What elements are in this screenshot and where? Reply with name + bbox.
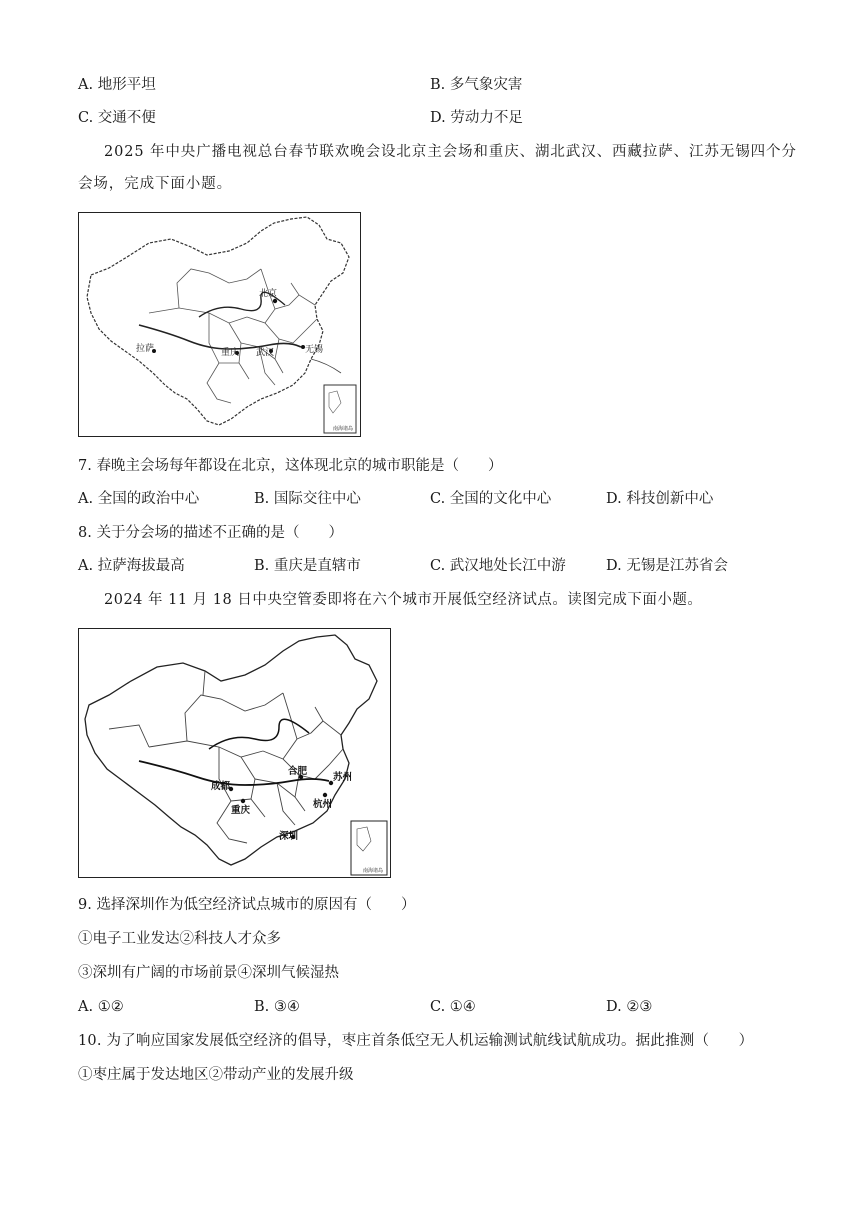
city-dot-beijing xyxy=(273,299,277,303)
map2-inset-label: 南海诸岛 xyxy=(363,868,384,874)
china-outline-2 xyxy=(85,635,377,865)
map2-south-sea-inset xyxy=(351,821,387,875)
q8-option-c: C. 武汉地处长江中游 xyxy=(430,558,566,574)
q10-item-line-1: ①枣庄属于发达地区②带动产业的发展升级 xyxy=(78,1067,354,1083)
q6-option-c: C. 交通不便 xyxy=(78,110,156,126)
q6-option-b: B. 多气象灾害 xyxy=(430,77,523,93)
map2-label-hangzhou: 杭州 xyxy=(313,799,333,810)
map1-inset-label: 南海诸岛 xyxy=(333,426,354,432)
q8-stem: 8. 关于分会场的描述不正确的是（ ） xyxy=(78,525,343,541)
q9-item-line-2: ③深圳有广阔的市场前景④深圳气候湿热 xyxy=(78,965,339,981)
map2-label-hefei: 合肥 xyxy=(288,766,308,777)
china-map-low-altitude-pilot-cities xyxy=(78,628,391,878)
map2-label-chengdu: 成都 xyxy=(211,781,231,792)
q7-stem: 7. 春晚主会场每年都设在北京，这体现北京的城市职能是（ ） xyxy=(78,458,503,474)
intro-paragraph-1-line-2: 会场，完成下面小题。 xyxy=(78,176,232,192)
q9-option-c: C. ①④ xyxy=(430,999,476,1015)
city-dot-chongqing-2 xyxy=(241,799,245,803)
q10-stem: 10. 为了响应国家发展低空经济的倡导，枣庄首条低空无人机运输测试航线试航成功。据此推测（ ） xyxy=(78,1033,754,1049)
q9-stem: 9. 选择深圳作为低空经济试点城市的原因有（ ） xyxy=(78,897,416,913)
china-map-2-figure xyxy=(79,629,389,876)
q7-option-d: D. 科技创新中心 xyxy=(606,491,714,507)
coastline-hint xyxy=(311,359,341,373)
q9-option-b: B. ③④ xyxy=(254,999,300,1015)
province-boundaries-2 xyxy=(109,671,343,843)
china-outline xyxy=(87,217,349,425)
map2-label-suzhou: 苏州 xyxy=(333,772,353,783)
map2-label-shenzhen: 深圳 xyxy=(279,831,299,842)
map1-label-lhasa: 拉萨 xyxy=(136,344,155,354)
china-map-1-figure xyxy=(79,213,359,435)
map1-label-beijing: 北京 xyxy=(259,289,278,299)
q6-option-d: D. 劳动力不足 xyxy=(430,110,523,126)
q9-option-d: D. ②③ xyxy=(606,999,653,1015)
q9-item-line-1: ①电子工业发达②科技人才众多 xyxy=(78,931,281,947)
q7-option-b: B. 国际交往中心 xyxy=(254,491,361,507)
city-dot-hangzhou xyxy=(323,793,327,797)
map2-label-chongqing: 重庆 xyxy=(231,805,251,816)
q7-option-a: A. 全国的政治中心 xyxy=(78,491,200,507)
q7-option-c: C. 全国的文化中心 xyxy=(430,491,552,507)
yellow-river-2 xyxy=(209,719,309,749)
map1-label-chongqing: 重庆 xyxy=(221,348,240,358)
q8-option-d: D. 无锡是江苏省会 xyxy=(606,558,728,574)
q9-option-a: A. ①② xyxy=(78,999,124,1015)
yangtze-river xyxy=(139,325,301,349)
map1-label-wuhan: 武汉 xyxy=(256,348,275,358)
q8-option-b: B. 重庆是直辖市 xyxy=(254,558,361,574)
q8-option-a: A. 拉萨海拔最高 xyxy=(78,558,185,574)
map1-label-wuxi: 无锡 xyxy=(305,345,324,355)
intro-paragraph-2: 2024 年 11 月 18 日中央空管委即将在六个城市开展低空经济试点。读图完成下面小题。 xyxy=(104,592,703,608)
intro-paragraph-1-line-1: 2025 年中央广播电视总台春节联欢晚会设北京主会场和重庆、湖北武汉、西藏拉萨、江苏无锡四个分 xyxy=(104,144,797,160)
q6-option-a: A. 地形平坦 xyxy=(78,77,156,93)
china-map-festival-venues xyxy=(78,212,361,437)
